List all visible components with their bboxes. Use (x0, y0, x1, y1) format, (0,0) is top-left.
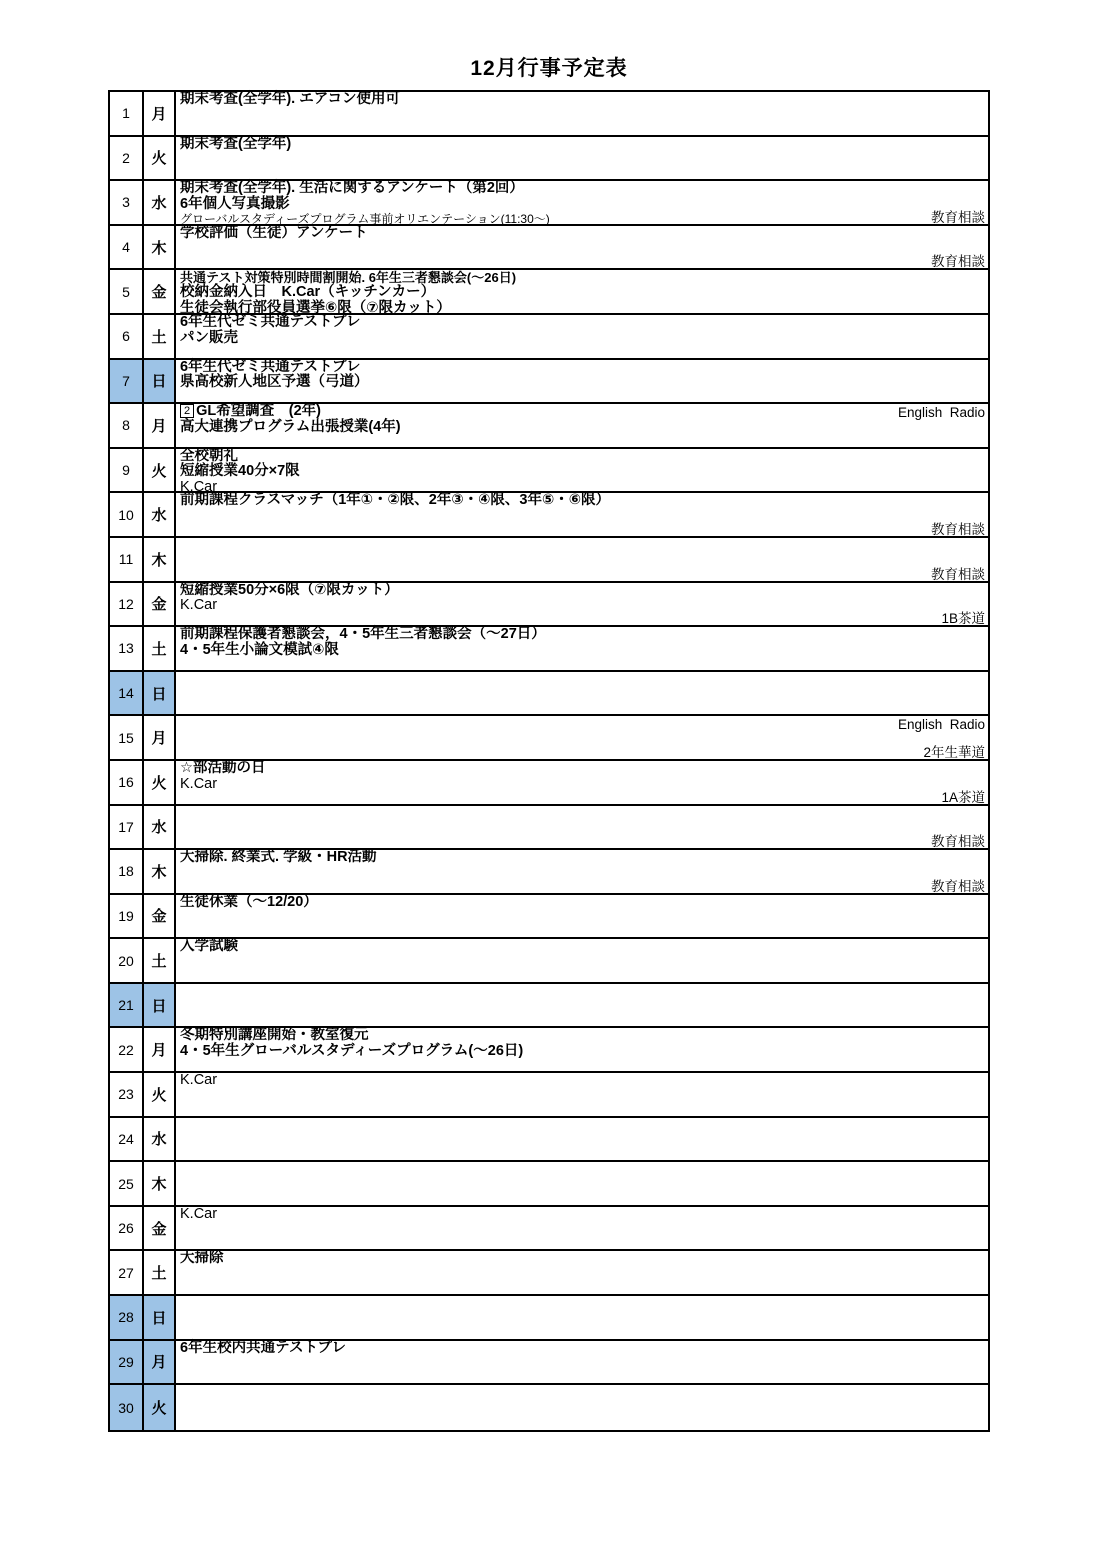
table-row (110, 806, 988, 851)
side-note: 教育相談 (931, 566, 985, 582)
events-cell (176, 850, 988, 893)
events-cell (176, 1073, 988, 1116)
day-number-cell: 27 (110, 1251, 144, 1294)
weekday-cell: 日 (144, 1296, 176, 1339)
table-row (110, 850, 988, 895)
weekday-cell: 日 (144, 360, 176, 403)
table-row (110, 226, 988, 271)
table-row (110, 1118, 988, 1163)
weekday-cell: 土 (144, 315, 176, 358)
table-row (110, 449, 988, 494)
events-cell (176, 538, 988, 581)
day-number-cell: 28 (110, 1296, 144, 1339)
weekday-cell: 月 (144, 1341, 176, 1384)
weekday-cell: 火 (144, 449, 176, 492)
weekday-cell: 火 (144, 1073, 176, 1116)
events-cell (176, 226, 988, 269)
weekday-cell: 土 (144, 1251, 176, 1294)
day-number-cell: 18 (110, 850, 144, 893)
table-row (110, 404, 988, 449)
table-row (110, 1385, 988, 1430)
day-number-cell: 23 (110, 1073, 144, 1116)
event-line: 6年生代ゼミ共通テストプレ (180, 358, 361, 375)
day-number-cell: 9 (110, 449, 144, 492)
day-number-cell: 17 (110, 806, 144, 849)
event-line: 前期課程保護者懇談会，4・5年生三者懇談会（～27日） (180, 626, 546, 643)
events-cell (176, 1296, 988, 1339)
events-cell (176, 672, 988, 715)
event-lines (176, 315, 988, 346)
events-cell (176, 360, 988, 403)
table-row (110, 1028, 988, 1073)
event-line: グローバルスタディーズプログラム事前オリエンテーション(11:30～) (180, 212, 550, 227)
event-lines (176, 1341, 988, 1357)
event-lines (176, 1028, 988, 1059)
weekday-cell: 金 (144, 583, 176, 626)
weekday-cell: 水 (144, 1118, 176, 1161)
event-lines (176, 939, 988, 955)
page-title: 12月行事予定表 (470, 57, 628, 80)
events-cell (176, 1028, 988, 1071)
weekday-cell: 月 (144, 1028, 176, 1071)
event-line: 2 GL希望調査 (2年) (180, 404, 986, 420)
day-number-cell: 2 (110, 137, 144, 180)
weekday-cell: 日 (144, 984, 176, 1027)
event-line: 全校朝礼 (180, 447, 238, 464)
events-cell (176, 583, 988, 626)
table-row (110, 181, 988, 226)
day-number-cell: 10 (110, 493, 144, 536)
table-row (110, 270, 988, 315)
day-number-cell: 19 (110, 895, 144, 938)
events-cell (176, 270, 988, 316)
event-lines (176, 1251, 988, 1267)
event-lines (176, 404, 988, 435)
event-line: 高大連携プログラム出張授業(4年) (180, 418, 401, 435)
event-lines (176, 137, 988, 153)
side-note: 1B茶道 (941, 611, 985, 627)
event-line: K.Car (180, 1072, 218, 1089)
table-row (110, 627, 988, 672)
event-line: K.Car (180, 478, 218, 495)
event-line: 共通テスト対策特別時間割開始. 6年生三者懇談会(～26日) (180, 270, 517, 286)
weekday-cell: 火 (144, 137, 176, 180)
weekday-cell: 水 (144, 493, 176, 536)
day-number-cell: 30 (110, 1385, 144, 1430)
events-cell (176, 1162, 988, 1205)
event-line: K.Car (180, 597, 218, 614)
events-cell (176, 315, 988, 358)
events-cell (176, 806, 988, 849)
event-lines (176, 1207, 988, 1223)
day-number-cell: 15 (110, 716, 144, 759)
events-cell (176, 895, 988, 938)
day-number-cell: 13 (110, 627, 144, 670)
table-row (110, 895, 988, 940)
weekday-cell: 水 (144, 181, 176, 224)
events-cell (176, 1251, 988, 1294)
table-row (110, 315, 988, 360)
day-number-cell: 16 (110, 761, 144, 804)
table-row (110, 1162, 988, 1207)
boxed-number: 2 (180, 404, 194, 418)
table-row (110, 360, 988, 405)
event-line: K.Car (180, 775, 218, 792)
event-line: 短縮授業50分×6限（⑦限カット） (180, 581, 399, 598)
weekday-cell: 火 (144, 761, 176, 804)
events-cell (176, 92, 988, 135)
event-line: 大掃除 (180, 1250, 224, 1267)
day-number-cell: 4 (110, 226, 144, 269)
day-number-cell: 8 (110, 404, 144, 447)
day-number-cell: 26 (110, 1207, 144, 1250)
day-number-cell: 7 (110, 360, 144, 403)
event-line: 期末考査(全学年). 生活に関するアンケート（第2回） (180, 180, 524, 197)
side-note: 教育相談 (931, 254, 985, 270)
events-cell (176, 404, 988, 447)
day-number-cell: 11 (110, 538, 144, 581)
events-cell (176, 447, 988, 495)
day-number-cell: 24 (110, 1118, 144, 1161)
table-row (110, 939, 988, 984)
event-line: 県高校新人地区予選（弓道） (180, 374, 369, 391)
events-cell (176, 137, 988, 180)
day-number-cell: 25 (110, 1162, 144, 1205)
day-number-cell: 22 (110, 1028, 144, 1071)
events-cell (176, 1118, 988, 1161)
side-note: 1A茶道 (941, 789, 985, 805)
side-note: English Radio (897, 405, 985, 421)
event-lines (176, 226, 988, 242)
table-row (110, 538, 988, 583)
day-number-cell: 6 (110, 315, 144, 358)
side-note: 教育相談 (931, 878, 985, 894)
table-row (110, 984, 988, 1029)
weekday-cell: 火 (144, 1385, 176, 1430)
weekday-cell: 月 (144, 92, 176, 135)
events-cell (176, 1341, 988, 1384)
day-number-cell: 20 (110, 939, 144, 982)
event-lines (176, 449, 988, 496)
day-number-cell: 29 (110, 1341, 144, 1384)
event-line: K.Car (180, 1205, 218, 1222)
weekday-cell: 金 (144, 270, 176, 313)
event-lines (176, 761, 988, 792)
events-cell (176, 939, 988, 982)
event-line: 4・5年生小論文模試④限 (180, 641, 339, 658)
events-cell (176, 180, 988, 227)
event-lines (176, 92, 988, 108)
side-note: 2年生華道 (923, 744, 985, 760)
weekday-cell: 水 (144, 806, 176, 849)
events-cell (176, 627, 988, 670)
table-row (110, 583, 988, 628)
weekday-cell: 木 (144, 226, 176, 269)
event-line: 6年個人写真撮影 (180, 195, 290, 212)
events-cell (176, 984, 988, 1027)
event-line: ☆部活動の日 (180, 759, 266, 776)
table-row (110, 761, 988, 806)
event-lines (176, 850, 988, 866)
table-row (110, 1296, 988, 1341)
event-line: 短縮授業40分×7限 (180, 463, 300, 480)
event-lines (176, 493, 988, 509)
weekday-cell: 金 (144, 895, 176, 938)
weekday-cell: 金 (144, 1207, 176, 1250)
event-line: パン販売 (180, 329, 238, 346)
event-line: 期末考査(全学年) (180, 135, 292, 152)
event-line: 6年生校内共通テストプレ (180, 1339, 346, 1356)
day-number-cell: 5 (110, 270, 144, 313)
side-note: English Radio (897, 717, 985, 733)
event-line: 生徒休業（～12/20） (180, 893, 318, 910)
event-line: 校納金納入日 K.Car（キッチンカー） (180, 284, 436, 301)
table-row (110, 92, 988, 137)
table-row (110, 1251, 988, 1296)
events-cell (176, 761, 988, 804)
day-number-cell: 1 (110, 92, 144, 135)
events-cell (176, 493, 988, 536)
events-cell (176, 1207, 988, 1250)
table-row (110, 493, 988, 538)
event-line: 4・5年生グローバルスタディーズプログラム(～26日) (180, 1043, 524, 1060)
table-row (110, 672, 988, 717)
day-number-cell: 21 (110, 984, 144, 1027)
weekday-cell: 木 (144, 850, 176, 893)
day-number-cell: 3 (110, 181, 144, 224)
table-row (110, 1073, 988, 1118)
weekday-cell: 木 (144, 1162, 176, 1205)
event-lines (176, 360, 988, 391)
table-row (110, 1207, 988, 1252)
events-cell (176, 1385, 988, 1430)
side-note: 教育相談 (931, 834, 985, 850)
events-cell (176, 716, 988, 759)
event-lines (176, 270, 988, 316)
event-lines (176, 1073, 988, 1089)
event-line: 入学試験 (180, 938, 238, 955)
weekday-cell: 土 (144, 627, 176, 670)
event-line: 学校評価（生徒）アンケート (180, 224, 368, 241)
side-note: 教育相談 (931, 209, 985, 225)
schedule-table (108, 90, 990, 1432)
event-line: 大掃除. 終業式. 学級・HR活動 (180, 849, 377, 866)
weekday-cell: 月 (144, 716, 176, 759)
event-line: 生徒会執行部役員選挙⑥限（⑦限カット） (180, 299, 451, 316)
event-lines (176, 583, 988, 614)
event-line: 前期課程クラスマッチ（1年①・②限、2年③・④限、3年⑤・⑥限） (180, 492, 611, 509)
table-row (110, 137, 988, 182)
event-lines (176, 181, 988, 227)
event-line: 6年生代ゼミ共通テストプレ (180, 313, 361, 330)
weekday-cell: 土 (144, 939, 176, 982)
weekday-cell: 月 (144, 404, 176, 447)
weekday-cell: 木 (144, 538, 176, 581)
event-line: 冬期特別講座開始・教室復元 (180, 1027, 369, 1044)
event-lines (176, 627, 988, 658)
side-note: 教育相談 (931, 521, 985, 537)
event-line: 期末考査(全学年). エアコン使用可 (180, 91, 400, 107)
event-lines (176, 895, 988, 911)
day-number-cell: 14 (110, 672, 144, 715)
table-row (110, 1341, 988, 1386)
day-number-cell: 12 (110, 583, 144, 626)
table-row (110, 716, 988, 761)
weekday-cell: 日 (144, 672, 176, 715)
